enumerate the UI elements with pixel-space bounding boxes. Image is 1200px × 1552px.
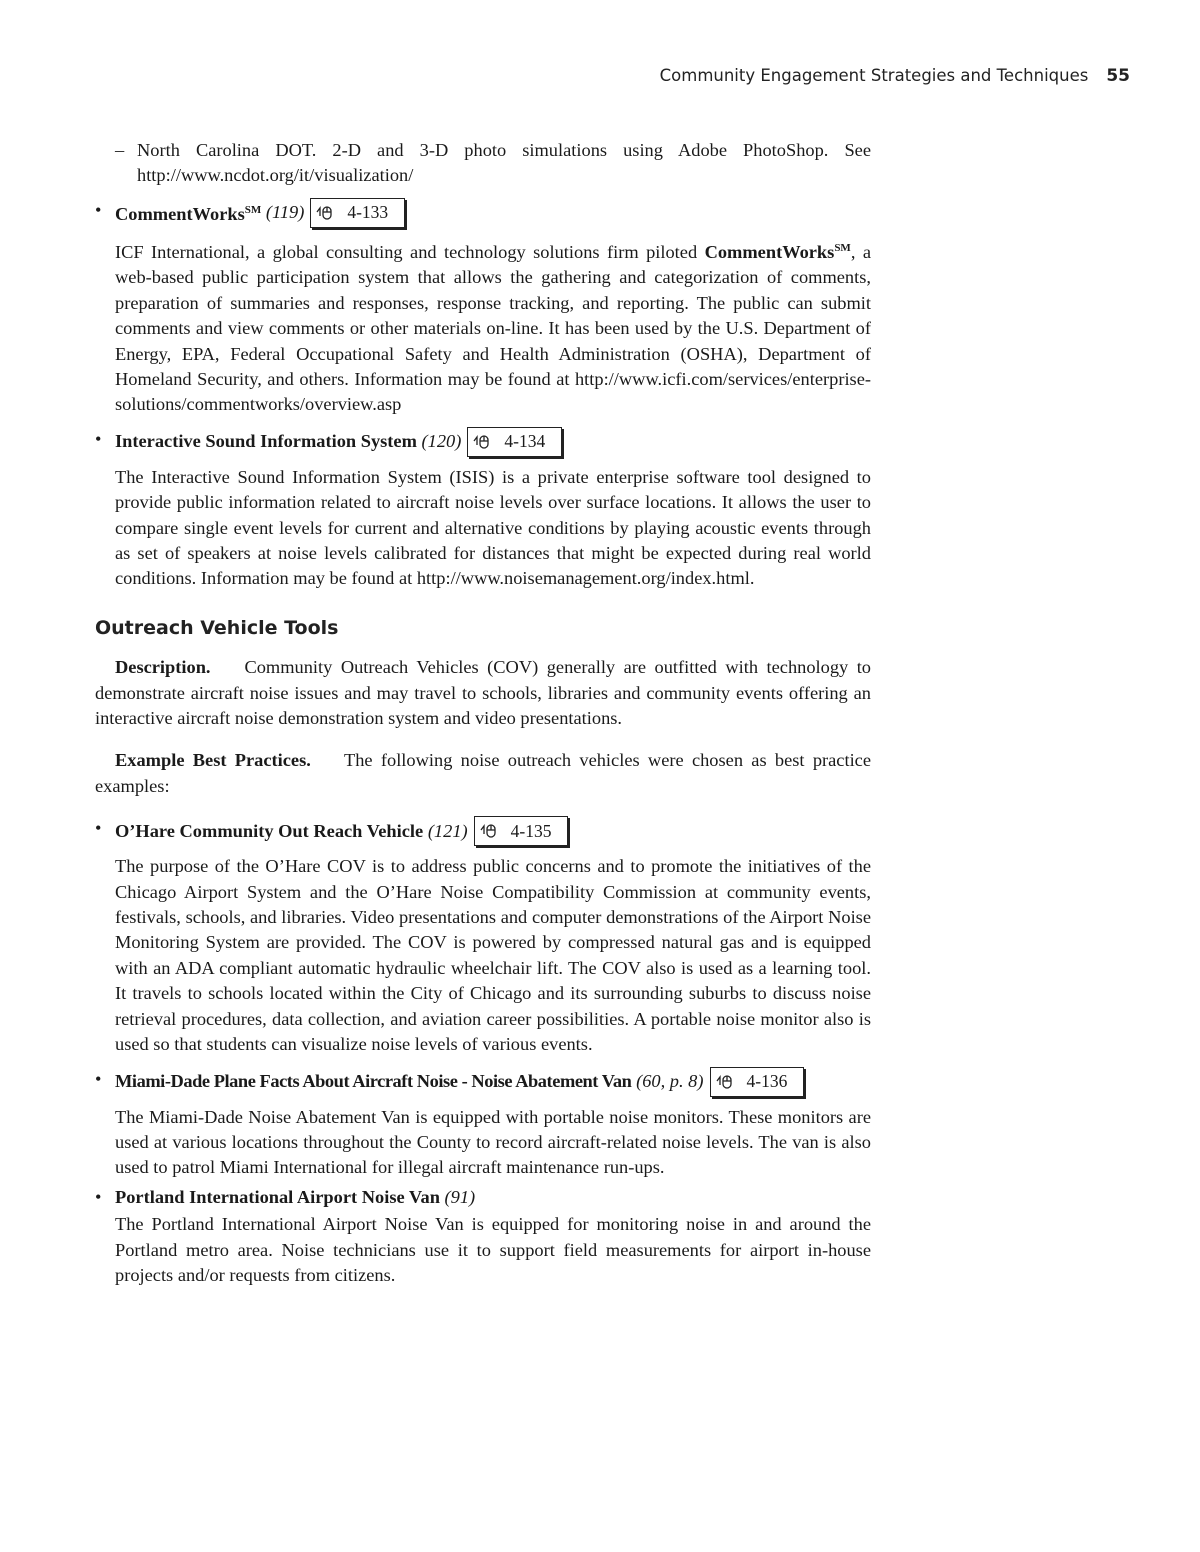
bullet-body-ohare: The purpose of the O’Hare COV is to address public concerns and to promote the initiatives of the Chicago Airport System and the O’Hare Noise Compatibility Commission at community events, festivals, schools, and libraries. Video presentations and computer demonstrations of the Airport Noise Monitoring System are provided. The COV is powered by compressed natural gas and is equipped with an ADA compliant automatic hydraulic wheelchair lift. The COV also is used as a learning tool. It travels to schools located within the City of Chicago and its surrounding suburbs to discuss noise retrieval procedures, data collection, and aviation career possibilities. A portable noise monitor also is used so that students can visualize noise levels of various events. [115,856,871,1055]
bullet-dot-icon: • [95,428,102,449]
reference-link-box[interactable] [474,816,569,846]
reference-box-label: 4-135 [510,820,552,841]
page-number: 55 [1106,66,1130,86]
dash-item-text: North Carolina DOT. 2-D and 3-D photo simulations using Adobe PhotoShop. See http://www.ncdot.org/it/visualization/ [137,140,871,186]
reference-link-box[interactable] [467,427,562,457]
bullet-ref: (119) [265,202,305,223]
bullet-body-portland: The Portland International Airport Noise Van is equipped for monitoring noise in and around the Portland metro area. Noise technicians use it to support field measurements for airport in-house projects and/or requests from citizens. [115,1214,871,1285]
bullet-ref: (120) [421,431,462,452]
bullet-body-commentworks: ICF International, a global consulting and technology solutions firm piloted CommentWorks℠, a web-based public participation system that allows the gathering and categorization of comments, preparation of summaries and responses, response tracking, and reporting. The public can submit comments and view comments or other materials on-line. It has been used by the U.S. Department of Energy, EPA, Federal Occupational Safety and Health Administration (OSHA), Department of Homeland Security, and others. Information may be found at http://www.icfi.com/services/enterprise-solutions/commentworks/overview.asp [115,241,871,415]
bullet-ref: (91) [444,1186,476,1207]
bullet-title: Interactive Sound Information System [115,431,417,452]
description-label: Description. [115,657,211,678]
bullet-heading-commentworks [95,198,871,228]
mouse-pointer-icon [315,203,337,223]
reference-box-label: 4-133 [347,202,389,223]
bullet-body-miami: The Miami-Dade Noise Abatement Van is equipped with portable noise monitors. These monitors are used at various locations throughout the County to record aircraft-related noise levels. The van is also used to patrol Miami International for illegal aircraft maintenance run-ups. [115,1106,871,1178]
bullet-dot-icon: • [95,199,102,220]
bullet-heading-ohare [95,816,871,846]
mouse-pointer-icon [479,821,501,841]
section-heading: Outreach Vehicle Tools [95,616,339,639]
dash-marker: – [115,140,125,160]
bullet-title: Miami-Dade Plane Facts About Aircraft Noise - Noise Abatement Van [115,1070,632,1091]
bullet-heading-portland [95,1185,871,1210]
reference-link-box[interactable] [710,1067,805,1097]
bullet-title: O’Hare Community Out Reach Vehicle [115,820,424,841]
running-header [660,66,1130,86]
reference-box-label: 4-136 [746,1070,788,1091]
bullet-heading-miami [95,1067,871,1097]
bullet-dot-icon: • [95,1068,102,1089]
bullet-dot-icon: • [95,818,102,839]
bullet-title: CommentWorks℠ [115,204,262,225]
reference-link-box[interactable] [310,198,405,228]
description-paragraph [95,655,871,731]
bullet-dot-icon: • [95,1186,102,1207]
practices-label: Example Best Practices. [115,750,311,771]
bullet-ref: (121) [427,820,468,841]
practices-paragraph [95,748,871,799]
bullet-ref: (60, p. 8) [636,1070,704,1091]
mouse-pointer-icon [715,1072,737,1092]
bullet-body-isis: The Interactive Sound Information System (ISIS) is a private enterprise software tool designed to provide public information related to aircraft noise levels over surface locations. It allows the user to compare single event levels for current and alternative conditions by playing acoustic events through as set of speakers at noise levels calibrated for distances that might be expected during real world conditions. Information may be found at http://www.noisemanagement.org/index.html. [115,466,871,589]
bullet-title: Portland International Airport Noise Van [115,1186,440,1207]
bullet-heading-isis [95,427,871,457]
description-text: Community Outreach Vehicles (COV) generally are outfitted with technology to demonstrate aircraft noise issues and may travel to schools, libraries and community events offering an interactive aircraft noise demonstration system and video presentations. [95,657,872,729]
mouse-pointer-icon [472,432,494,452]
practices-text: The following noise outreach vehicles were chosen as best practice examples: [95,750,872,796]
reference-box-label: 4-134 [504,431,546,452]
dash-list-item [95,138,871,189]
running-title: Community Engagement Strategies and Techniques [659,66,1089,85]
page-content [95,138,871,1288]
